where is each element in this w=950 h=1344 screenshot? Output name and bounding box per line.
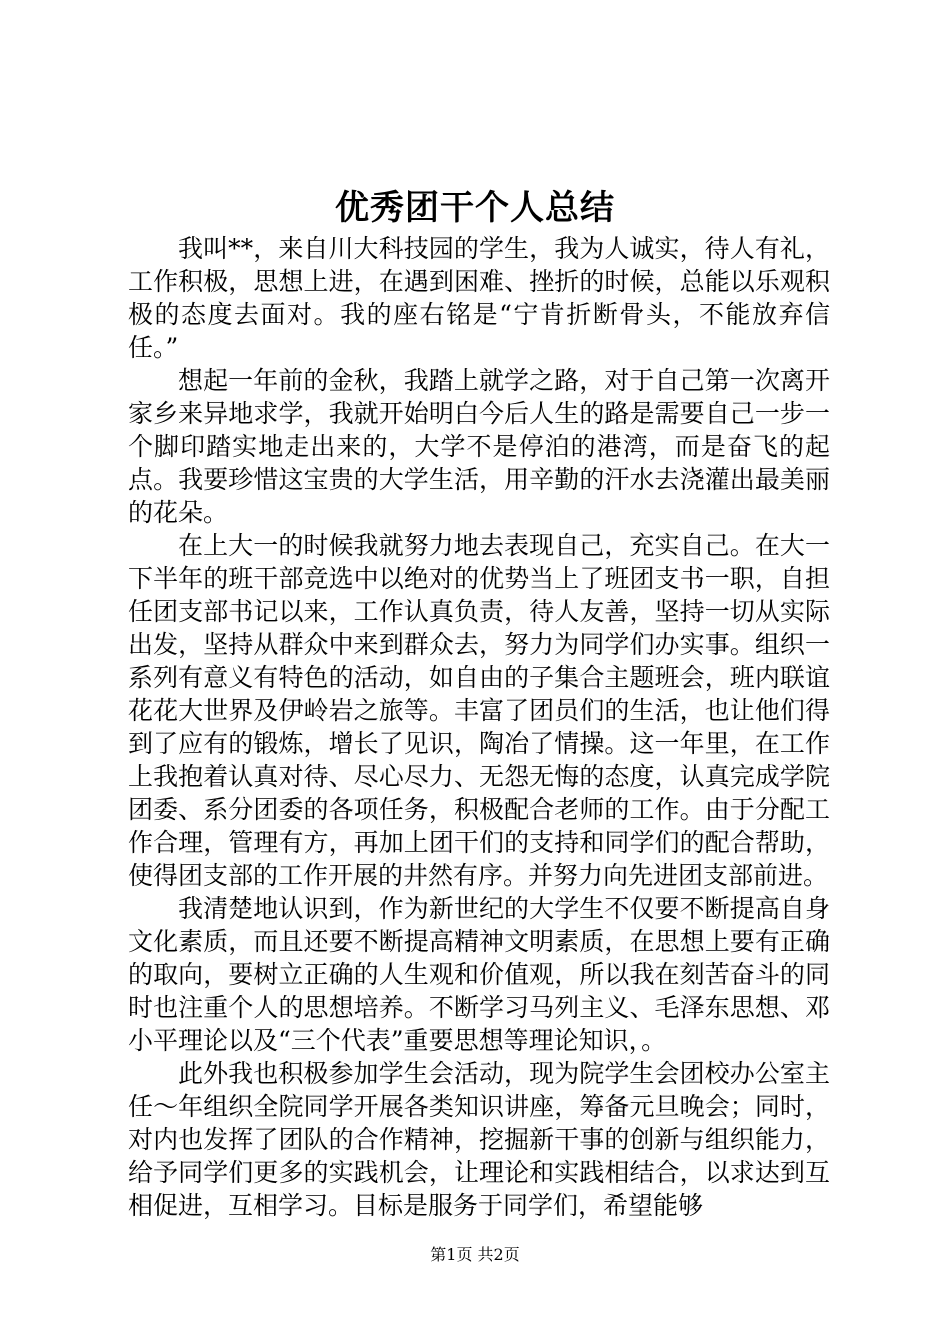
paragraph-1: 我叫**，来自川大科技园的学生，我为人诚实，待人有礼，工作积极，思想上进，在遇到困难、挫折的时候，总能以乐观积极的态度去面对。我的座右铭是“宁肯折断骨头，不能放弃信任。” <box>128 234 830 362</box>
page-number-footer: 第1页 共2页 <box>430 1245 520 1264</box>
paragraph-2: 想起一年前的金秋，我踏上就学之路，对于自己第一次离开家乡来异地求学，我就开始明白今后人生的路是需要自己一步一个脚印踏实地走出来的，大学不是停泊的港湾，而是奋飞的起点。我要珍惜这宝贵的大学生活，用辛勤的汗水去浇灌出最美丽的花朵。 <box>128 366 830 527</box>
paragraph-4: 我清楚地认识到，作为新世纪的大学生不仅要不断提高自身文化素质，而且还要不断提高精神文明素质，在思想上要有正确的取向，要树立正确的人生观和价值观，所以我在刻苦奋斗的同时也注重个人的思想培养。不断学习马列主义、毛泽东思想、邓小平理论以及“三个代表”重要思想等理论知识，。 <box>128 894 830 1055</box>
paragraph-5: 此外我也积极参加学生会活动，现为院学生会团校办公室主任～年组织全院同学开展各类知识讲座，筹备元旦晚会；同时，对内也发挥了团队的合作精神，挖掘新干事的创新与组织能力，给予同学们更多的实践机会，让理论和实践相结合，以求达到互相促进，互相学习。目标是服务于同学们，希望能够 <box>128 1059 830 1220</box>
document-body <box>128 232 830 1222</box>
paragraph-3: 在上大一的时候我就努力地去表现自己，充实自己。在大一下半年的班干部竞选中以绝对的优势当上了班团支书一职，自担任团支部书记以来，工作认真负责，待人友善，坚持一切从实际出发，坚持从群众中来到群众去，努力为同学们办实事。组织一系列有意义有特色的活动，如自由的子集合主题班会，班内联谊花花大世界及伊岭岩之旅等。丰富了团员们的生活，也让他们得到了应有的锻炼，增长了见识，陶冶了情操。这一年里，在工作上我抱着认真对待、尽心尽力、无怨无悔的态度，认真完成学院团委、系分团委的各项任务，积极配合老师的工作。由于分配工作合理，管理有方，再加上团干们的支持和同学们的配合帮助，使得团支部的工作开展的井然有序。并努力向先进团支部前进。 <box>128 531 830 890</box>
document-title: 优秀团干个人总结 <box>335 188 615 228</box>
